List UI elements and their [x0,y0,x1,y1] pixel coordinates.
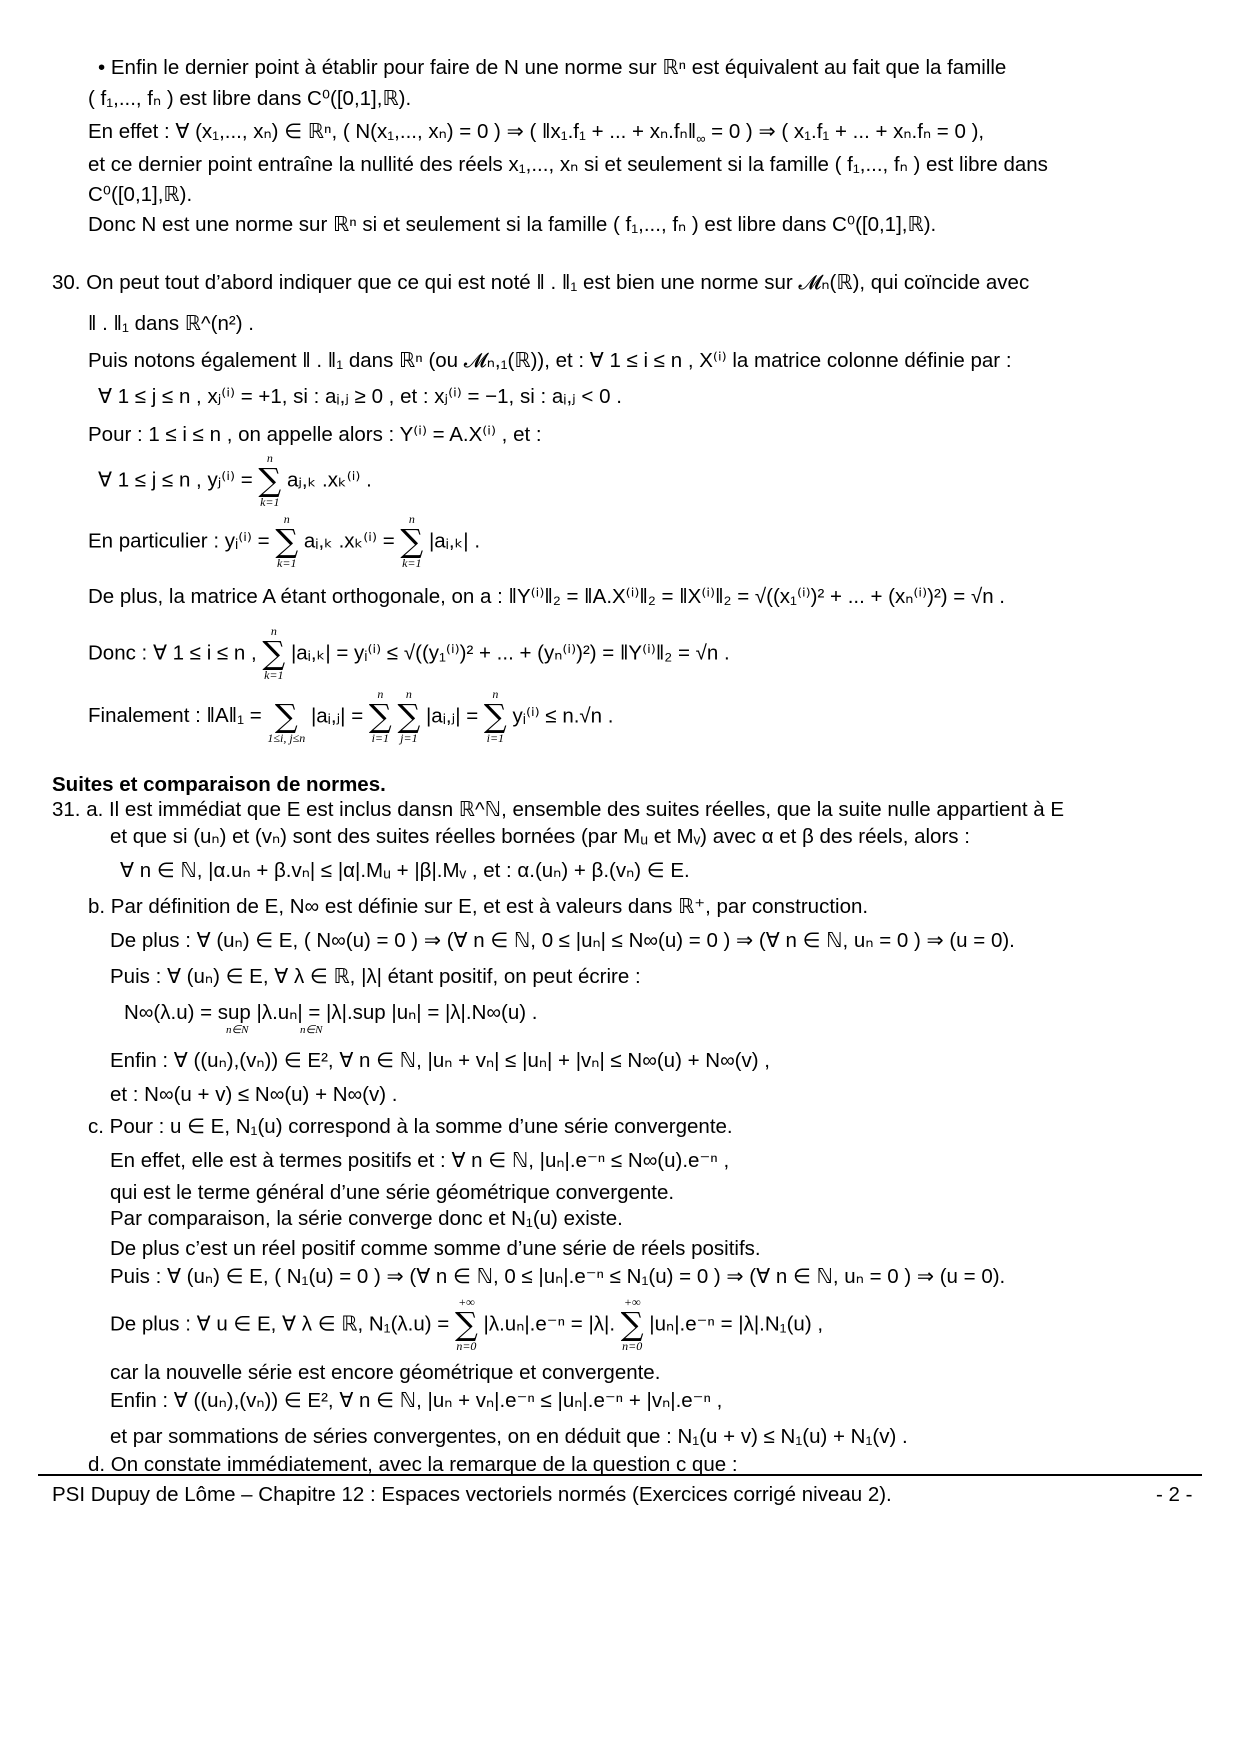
text-line: b. Par définition de E, N∞ est définie sur E, et est à valeurs dans ℝ⁺, par construction. [88,895,869,918]
text-segment: = 0 ) ⇒ ( x₁.f₁ + ... + xₙ.fₙ = 0 ), [705,120,985,143]
sum-operator: +∞ ∑ n=0 [620,1295,644,1353]
text-segment: En effet : ∀ (x₁,..., xₙ) ∈ ℝⁿ, ( N(x₁,..., xₙ) = 0 ) ⇒ ( ‖x₁.f₁ + ... + xₙ.fₙ‖ [88,120,697,143]
text-line: Puis : ∀ (uₙ) ∈ E, ( N₁(u) = 0 ) ⇒ (∀ n ∈ ℕ, 0 ≤ |uₙ|.e⁻ⁿ ≤ N₁(u) = 0 ) ⇒ (∀ n ∈ ℕ, uₙ = 0 ) ⇒ (u = 0). [110,1265,1006,1288]
text-segment: aᵢ,ₖ .xₖ⁽ⁱ⁾ = [303,529,395,553]
footer-rule [38,1474,1202,1476]
text-segment: Finalement : ‖A‖₁ = [88,704,262,727]
text-line: et ce dernier point entraîne la nullité des réels x₁,..., xₙ si et seulement si la famille ( f₁,..., fₙ ) est libre dans [88,153,1048,176]
sum-operator: ∑ 1≤i, j≤n [267,697,306,745]
sum-operator: n ∑ k=1 [400,512,424,570]
formula-line [110,1296,823,1352]
sum-operator: n ∑ i=1 [483,687,507,745]
sum-operator: +∞ ∑ n=0 [454,1295,478,1353]
formula-line [88,513,480,569]
text-line: Par comparaison, la série converge donc et N₁(u) existe. [110,1207,623,1230]
text-line: Donc N est une norme sur ℝⁿ si et seulement si la famille ( f₁,..., fₙ ) est libre dans C⁰([0,1],ℝ). [88,213,937,236]
text-line [88,119,984,152]
sum-operator: n ∑ j=1 [397,687,421,745]
text-line: Pour : 1 ≤ i ≤ n , on appelle alors : Y⁽ⁱ⁾ = A.X⁽ⁱ⁾ , et : [88,423,542,446]
text-line: ( f₁,..., fₙ ) est libre dans C⁰([0,1],ℝ). [88,87,412,110]
sum-operator: n ∑ k=1 [262,624,286,682]
text-line: Puis : ∀ (uₙ) ∈ E, ∀ λ ∈ ℝ, |λ| étant positif, on peut écrire : [110,965,641,988]
text-segment: |aᵢ,ⱼ| = [425,704,479,728]
text-line: Enfin : ∀ ((uₙ),(vₙ)) ∈ E², ∀ n ∈ ℕ, |uₙ + vₙ|.e⁻ⁿ ≤ |uₙ|.e⁻ⁿ + |vₙ|.e⁻ⁿ , [110,1389,723,1412]
text-line: En effet, elle est à termes positifs et : ∀ n ∈ ℕ, |uₙ|.e⁻ⁿ ≤ N∞(u).e⁻ⁿ , [110,1149,730,1172]
text-line: N∞(λ.u) = sup |λ.uₙ| = |λ|.sup |uₙ| = |λ|.N∞(u) . [124,1001,538,1024]
subscript: n∈N [226,1024,249,1036]
text-line: ‖ . ‖₁ dans ℝ^(n²) . [88,312,254,335]
text-line: car la nouvelle série est encore géométrique et convergente. [110,1361,661,1384]
subscript: n∈N [300,1024,323,1036]
page-number: - 2 - [1156,1483,1193,1506]
sum-operator: n ∑ i=1 [368,687,392,745]
text-line: De plus c’est un réel positif comme somme d’une série de réels positifs. [110,1237,761,1260]
text-segment: De plus : ∀ u ∈ E, ∀ λ ∈ ℝ, N₁(λ.u) = [110,1312,450,1336]
text-line: qui est le terme général d’une série géométrique convergente. [110,1181,675,1204]
text-line: Enfin : ∀ ((uₙ),(vₙ)) ∈ E², ∀ n ∈ ℕ, |uₙ + vₙ| ≤ |uₙ| + |vₙ| ≤ N∞(u) + N∞(v) , [110,1049,770,1072]
text-line: c. Pour : u ∈ E, N₁(u) correspond à la somme d’une série convergente. [88,1115,733,1138]
text-line: ∀ 1 ≤ j ≤ n , xⱼ⁽ⁱ⁾ = +1, si : aᵢ,ⱼ ≥ 0 , et : xⱼ⁽ⁱ⁾ = −1, si : aᵢ,ⱼ < 0 . [98,385,622,408]
text-line: C⁰([0,1],ℝ). [88,183,193,206]
text-line: • Enfin le dernier point à établir pour faire de N une norme sur ℝⁿ est équivalent au fait que la famille [98,56,1007,79]
text-segment: |aᵢ,ₖ| = yᵢ⁽ⁱ⁾ ≤ √((y₁⁽ⁱ⁾)² + ... + (yₙ⁽ⁱ⁾)²) = ‖Y⁽ⁱ⁾‖₂ = √n . [290,641,730,665]
text-segment: |aᵢ,ⱼ| = [310,704,364,728]
text-segment: |aᵢ,ₖ| . [428,529,481,553]
section-heading: Suites et comparaison de normes. [52,773,386,796]
text-line: d. On constate immédiatement, avec la remarque de la question c que : [88,1453,738,1476]
subscript: ∞ [696,131,706,146]
text-line: et : N∞(u + v) ≤ N∞(u) + N∞(v) . [110,1083,398,1106]
text-segment: ∀ 1 ≤ j ≤ n , yⱼ⁽ⁱ⁾ = [98,468,253,492]
text-segment: En particulier : yᵢ⁽ⁱ⁾ = [88,529,270,553]
text-segment: aⱼ,ₖ .xₖ⁽ⁱ⁾ . [286,468,372,492]
footer-text: PSI Dupuy de Lôme – Chapitre 12 : Espaces vectoriels normés (Exercices corrigé niveau 2). [52,1483,892,1506]
text-segment: Donc : ∀ 1 ≤ i ≤ n , [88,641,257,665]
formula-line [88,688,613,744]
text-segment: |uₙ|.e⁻ⁿ = |λ|.N₁(u) , [649,1312,824,1336]
text-line: et par sommations de séries convergentes, on en déduit que : N₁(u + v) ≤ N₁(u) + N₁(v) . [110,1425,908,1448]
text-line: et que si (uₙ) et (vₙ) sont des suites réelles bornées (par Mᵤ et Mᵥ) avec α et β des réels, alors : [110,825,970,848]
text-line: Puis notons également ‖ . ‖₁ dans ℝⁿ (ou 𝓜ₙ,₁(ℝ)), et : ∀ 1 ≤ i ≤ n , X⁽ⁱ⁾ la matrice colonne définie par : [88,349,1012,372]
sum-operator: n ∑ k=1 [258,451,282,509]
formula-line [88,625,730,681]
text-line: De plus : ∀ (uₙ) ∈ E, ( N∞(u) = 0 ) ⇒ (∀ n ∈ ℕ, 0 ≤ |uₙ| ≤ N∞(u) = 0 ) ⇒ (∀ n ∈ ℕ, uₙ = 0 ) ⇒ (u = 0). [110,929,1015,952]
text-line: ∀ n ∈ ℕ, |α.uₙ + β.vₙ| ≤ |α|.Mᵤ + |β|.Mᵥ , et : α.(uₙ) + β.(vₙ) ∈ E. [120,859,690,882]
formula-line [98,452,372,508]
sum-operator: n ∑ k=1 [275,512,299,570]
text-line: 31. a. Il est immédiat que E est inclus dansn ℝ^ℕ, ensemble des suites réelles, que la suite nulle appartient à E [52,798,1065,821]
text-segment: yᵢ⁽ⁱ⁾ ≤ n.√n . [512,704,614,728]
text-line: De plus, la matrice A étant orthogonale, on a : ‖Y⁽ⁱ⁾‖₂ = ‖A.X⁽ⁱ⁾‖₂ = ‖X⁽ⁱ⁾‖₂ = √((x₁⁽ⁱ⁾)² + ... + (xₙ⁽ⁱ⁾)²) = √n . [88,585,1006,608]
text-line: 30. On peut tout d’abord indiquer que ce qui est noté ‖ . ‖₁ est bien une norme sur 𝓜ₙ(ℝ), qui coïncide avec [52,271,1030,294]
text-segment: |λ.uₙ|.e⁻ⁿ = |λ|. [483,1312,616,1336]
